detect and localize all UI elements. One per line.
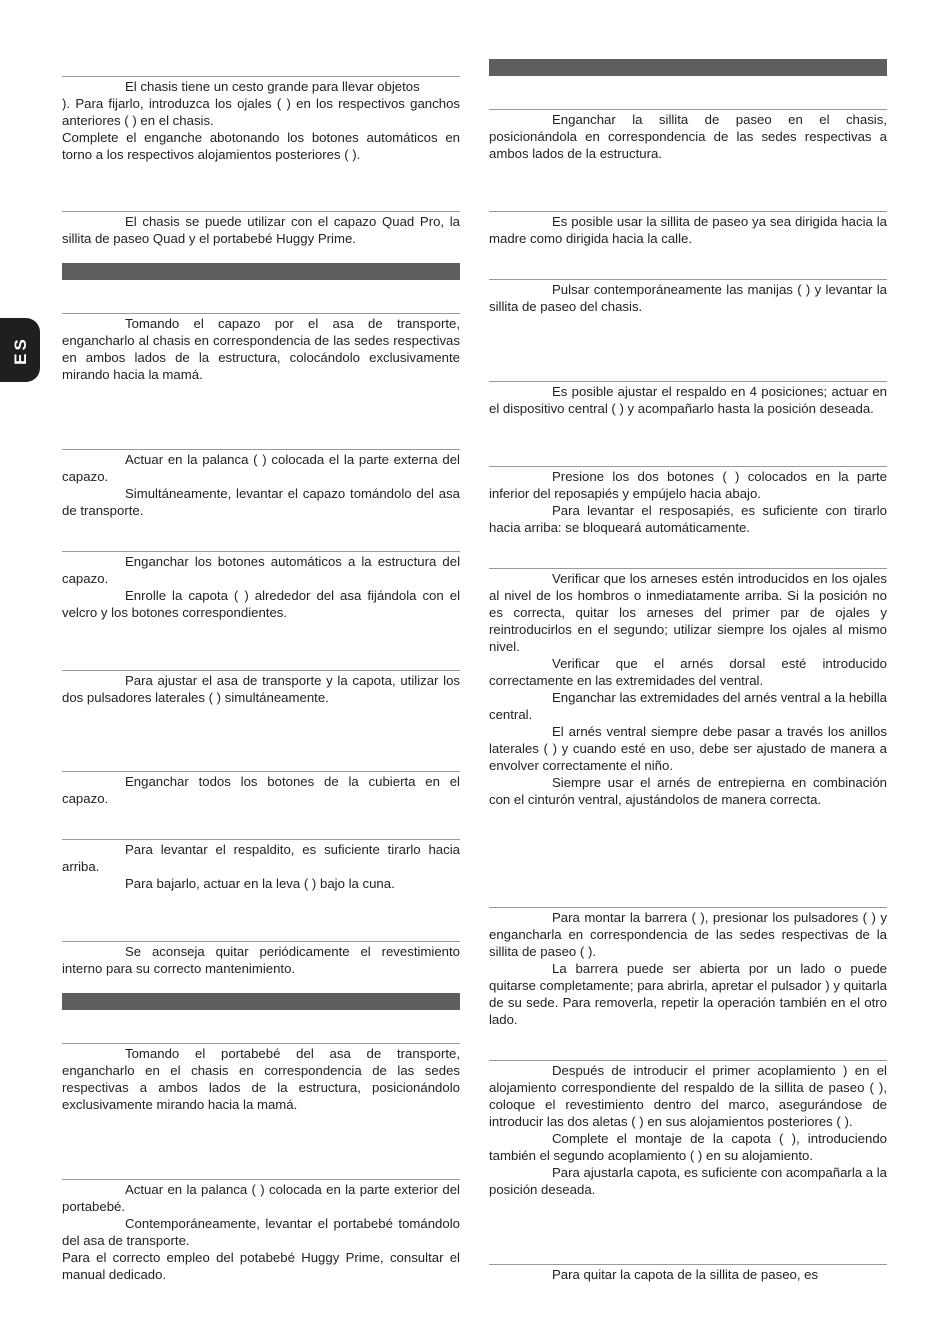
paragraph: Complete el enganche abotonando los botones automáticos en torno a los respectivos alojamientos posteriores ( ).	[62, 130, 460, 162]
section-divider	[62, 313, 460, 314]
instruction-section	[62, 551, 460, 621]
paragraph: Actuar en la palanca ( ) colocada en la parte exterior del portabebé.	[62, 1182, 460, 1214]
section-divider	[62, 670, 460, 671]
instruction-section	[62, 449, 460, 519]
paragraph: Verificar que el arnés dorsal esté introducido correctamente en las extremidades del ventral.	[489, 656, 887, 688]
section-divider	[489, 109, 887, 110]
section-divider	[489, 211, 887, 212]
paragraph: Enganchar todos los botones de la cubierta en el capazo.	[62, 774, 460, 806]
paragraph: Para quitar la capota de la sillita de paseo, es	[552, 1267, 819, 1282]
paragraph: El chasis se puede utilizar con el capazo Quad Pro, la sillita de paseo Quad y el portabebé Huggy Prime.	[62, 214, 460, 246]
paragraph: Para el correcto empleo del potabebé Huggy Prime, consultar el manual dedicado.	[62, 1250, 460, 1282]
paragraph: El chasis tiene un cesto grande para llevar objetos	[125, 79, 420, 94]
paragraph: Enganchar las extremidades del arnés ventral a la hebilla central.	[489, 690, 888, 722]
section-divider	[62, 76, 460, 77]
paragraph: Simultáneamente, levantar el capazo tomándolo del asa de transporte.	[62, 486, 460, 518]
paragraph: Para ajustarla capota, es suficiente con acompañarla a la posición deseada.	[489, 1165, 888, 1197]
instruction-section	[62, 1043, 460, 1113]
paragraph: Actuar en la palanca ( ) colocada el la parte externa del capazo.	[62, 452, 460, 484]
paragraph: Enganchar la sillita de paseo en el chasis, posicionándola en correspondencia de las sedes respectivas a ambos lados de la estructura.	[489, 112, 887, 161]
paragraph: Complete el montaje de la capota ( ), introduciendo también el segundo acoplamiento ( ) en su alojamiento.	[489, 1131, 887, 1163]
language-tab	[0, 318, 40, 382]
instruction-section	[62, 211, 460, 247]
paragraph: Se aconseja quitar periódicamente el revestimiento interno para su correcto mantenimiento.	[62, 944, 460, 976]
paragraph: Verificar que los arneses estén introducidos en los ojales al nivel de los hombros o inmediatamente arriba. Si la posición no es correcta, quitar los arneses del primer par de ojales y reintroducirlos en el segundo; utilizar siempre los ojales al mismo nivel.	[489, 571, 887, 654]
paragraph: Después de introducir el primer acoplamiento ) en el alojamiento correspondiente del respaldo de la sillita de paseo ( ), coloque el revestimiento dentro del marco, asegurándose de introducir las dos aletas ( ) en sus alojamientos posteriores ( ).	[489, 1063, 887, 1129]
section-divider	[489, 279, 887, 280]
section-divider	[62, 1043, 460, 1044]
instruction-section	[489, 1264, 887, 1283]
paragraph: Para bajarlo, actuar en la leva ( ) bajo la cuna.	[125, 876, 395, 891]
paragraph: Tomando el portabebé del asa de transporte, engancharlo en el chasis en correspondencia de las sedes respectivas a ambos lados de la estructura, posicionándolo exclusivamente mirando hacia la mamá.	[62, 1046, 460, 1112]
instruction-section	[489, 109, 887, 162]
section-heading-bar	[489, 59, 887, 76]
section-divider	[62, 211, 460, 212]
section-divider	[62, 449, 460, 450]
instruction-section	[489, 466, 887, 536]
paragraph: El arnés ventral siempre debe pasar a través los anillos laterales ( ) y cuando esté en uso, debe ser ajustado de manera a envolver correctamente el niño.	[489, 724, 887, 773]
paragraph: Enrolle la capota ( ) alrededor del asa fijándola con el velcro y los botones correspondientes.	[62, 588, 460, 620]
paragraph: La barrera puede ser abierta por un lado o puede quitarse completamente; para abrirla, apretar el pulsador ) y quitarla de su sede. Para removerla, repetir la operación también en el otro lado.	[489, 961, 887, 1027]
instruction-section	[62, 76, 460, 163]
section-divider	[489, 381, 887, 382]
section-divider	[489, 568, 887, 569]
section-divider	[489, 1060, 887, 1061]
paragraph: Tomando el capazo por el asa de transporte, engancharlo al chasis en correspondencia de las sedes respectivas en ambos lados de la estructura, colocándolo exclusivamente mirando hacia la mamá.	[62, 316, 460, 382]
paragraph: ). Para fijarlo, introduzca los ojales ( ) en los respectivos ganchos anteriores ( ) en el chasis.	[62, 96, 460, 128]
instruction-section	[62, 941, 460, 977]
section-heading-bar	[62, 263, 460, 280]
paragraph: Es posible usar la sillita de paseo ya sea dirigida hacia la madre como dirigida hacia la calle.	[489, 214, 887, 246]
paragraph: Para ajustar el asa de transporte y la capota, utilizar los dos pulsadores laterales ( ) simultáneamente.	[62, 673, 460, 705]
section-divider	[62, 771, 460, 772]
section-divider	[489, 466, 887, 467]
paragraph: Pulsar contemporáneamente las manijas ( ) y levantar la sillita de paseo del chasis.	[489, 282, 887, 314]
language-tab-label: ES	[10, 335, 30, 365]
instruction-section	[489, 568, 887, 808]
section-divider	[489, 1264, 887, 1265]
paragraph: Para levantar el respaldito, es suficiente tirarlo hacia arriba.	[62, 842, 460, 874]
paragraph: Para levantar el resposapiés, es suficiente con tirarlo hacia arriba: se bloqueará automáticamente.	[489, 503, 887, 535]
instruction-section	[62, 670, 460, 706]
instruction-section	[489, 211, 887, 247]
section-divider	[62, 839, 460, 840]
instruction-section	[62, 771, 460, 807]
instruction-section	[489, 381, 887, 417]
paragraph: Presione los dos botones ( ) colocados en la parte inferior del reposapiés y empújelo hacia abajo.	[489, 469, 887, 501]
paragraph: Para montar la barrera ( ), presionar los pulsadores ( ) y engancharla en correspondencia de las sedes respectivas de la sillita de paseo ( ).	[489, 910, 887, 959]
instruction-section	[62, 313, 460, 383]
paragraph: Enganchar los botones automáticos a la estructura del capazo.	[62, 554, 460, 586]
instruction-section	[62, 1179, 460, 1283]
section-divider	[62, 941, 460, 942]
section-divider	[62, 551, 460, 552]
section-heading-bar	[62, 993, 460, 1010]
instruction-section	[489, 1060, 887, 1198]
paragraph: Es posible ajustar el respaldo en 4 posiciones; actuar en el dispositivo central ( ) y acompañarlo hasta la posición deseada.	[489, 384, 887, 416]
paragraph: Siempre usar el arnés de entrepierna en combinación con el cinturón ventral, ajustándolos de manera correcta.	[489, 775, 887, 807]
paragraph: Contemporáneamente, levantar el portabebé tomándolo del asa de transporte.	[62, 1216, 460, 1248]
section-divider	[489, 907, 887, 908]
instruction-section	[489, 279, 887, 315]
instruction-section	[62, 839, 460, 892]
section-divider	[62, 1179, 460, 1180]
instruction-section	[489, 907, 887, 1028]
